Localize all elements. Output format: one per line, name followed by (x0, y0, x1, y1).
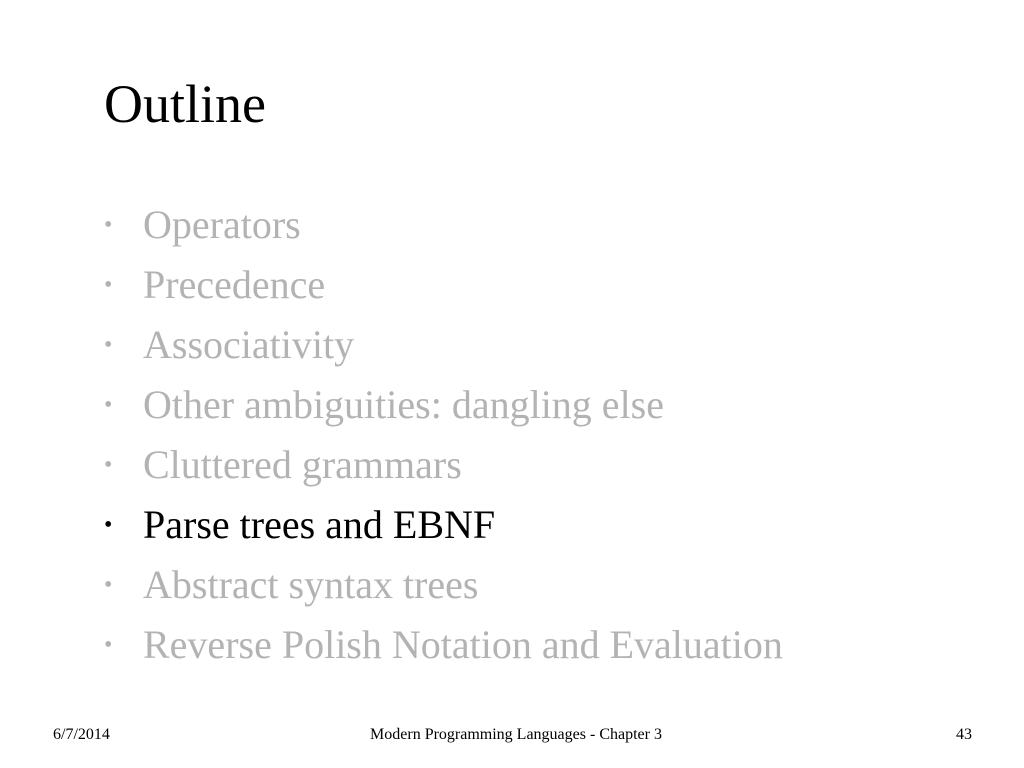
outline-item-label: Other ambiguities: dangling else (143, 382, 664, 427)
outline-item-label: Associativity (143, 322, 355, 367)
footer-date: 6/7/2014 (53, 726, 110, 743)
outline-item (100, 375, 783, 435)
outline-item (100, 315, 783, 375)
footer-title: Modern Programming Languages - Chapter 3 (370, 726, 662, 743)
outline-item (100, 195, 783, 255)
bullet-icon: • (104, 572, 113, 598)
bullet-icon: • (104, 392, 113, 418)
outline-item-label: Precedence (143, 262, 326, 307)
slide-title: Outline (104, 74, 266, 134)
outline-item-label: Cluttered grammars (143, 442, 462, 487)
bullet-icon: • (104, 212, 113, 238)
outline-item (100, 255, 783, 315)
bullet-icon: • (104, 332, 113, 358)
bullet-icon: • (104, 512, 113, 538)
outline-item-current (100, 495, 783, 555)
page-number: 43 (956, 726, 972, 743)
bullet-icon: • (104, 452, 113, 478)
outline-item (100, 615, 783, 675)
bullet-icon: • (104, 272, 113, 298)
outline-item (100, 435, 783, 495)
outline-item-label: Parse trees and EBNF (143, 502, 496, 547)
outline-item-label: Operators (143, 202, 301, 247)
outline-item (100, 555, 783, 615)
outline-list (100, 195, 783, 675)
bullet-icon: • (104, 632, 113, 658)
outline-item-label: Reverse Polish Notation and Evaluation (143, 622, 783, 667)
outline-item-label: Abstract syntax trees (143, 562, 479, 607)
